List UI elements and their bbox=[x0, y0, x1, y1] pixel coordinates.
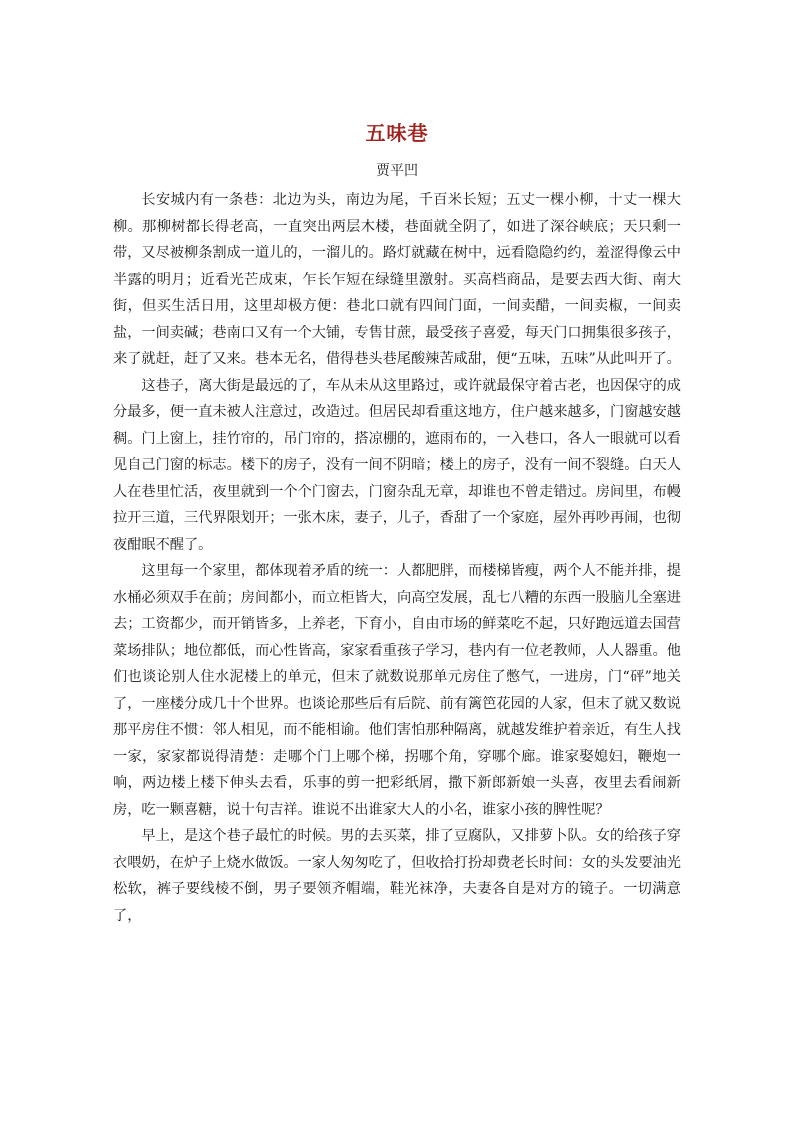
paragraph-4: 早上，是这个巷子最忙的时候。男的去买菜，排了豆腐队，又排萝卜队。女的给孩子穿衣喂奶，在炉子上烧水做饭。一家人匆匆吃了，但收拾打扮却费老长时间：女的头发要油光松软，裤子要线棱不倒，男子要领齐帽端，鞋光袜净，夫妻各自是对方的镜子。一切满意了， bbox=[113, 828, 681, 924]
author-name: 贾平凹 bbox=[376, 163, 418, 179]
article-title: 五味巷 bbox=[365, 121, 429, 145]
paragraph-2: 这巷子，离大街是最远的了，车从未从这里路过，或许就最保守着古老，也因保守的成分最多，便一直未被人注意过，改造过。但居民却看重这地方，住户越来越多，门窗越安越稠。门上窗上，挂竹帘的，吊门帘的，搭凉棚的，遮雨布的，一入巷口，各人一眼就可以看见自己门窗的标志。楼下的房子，没有一间不阴暗；楼上的房子，没有一间不裂缝。白天人人在巷里忙活，夜里就到一个个门窗去，门窗杂乱无章，却谁也不曾走错过。房间里，布幔拉开三道，三代界限划开；一张木床，妻子，儿子，香甜了一个家庭，屋外再吵再闹，也彻夜酣眠不醒了。 bbox=[113, 377, 681, 553]
paragraph-1: 长安城内有一条巷：北边为头，南边为尾，千百米长短；五丈一棵小柳，十丈一棵大柳。那柳树都长得老高，一直突出两层木楼，巷面就全阴了，如进了深谷峡底；天只剩一带，又尽被柳条割成一道儿的，一溜儿的。路灯就藏在树中，远看隐隐约约，羞涩得像云中半露的明月；近看光芒成束，乍长乍短在绿缝里激射。买高档商品，是要去西大街、南大街，但买生活日用，这里却极方便：巷北口就有四间门面，一间卖醋，一间卖椒，一间卖盐，一间卖碱；巷南口又有一个大铺，专售甘蔗，最受孩子喜爱，每天门口拥集很多孩子，来了就赶，赶了又来。巷本无名，借得巷头巷尾酸辣苦咸甜，便“五味，五味”从此叫开了。 bbox=[113, 192, 681, 367]
paragraph-3: 这里每一个家里，都体现着矛盾的统一：人都肥胖，而楼梯皆瘦，两个人不能并排，提水桶必须双手在前；房间都小，而立柜皆大，向高空发展，乱七八糟的东西一股脑儿全塞进去；工资都少，而开销皆多，上养老，下育小，自由市场的鲜菜吃不起，只好跑远道去国营菜场排队；地位都低，而心性皆高，家家看重孩子学习，巷内有一位老教师，人人器重。他们也谈论别人住水泥楼上的单元，但末了就数说那单元房住了憋气，一进房，门“砰”地关了，一座楼分成几十个世界。也谈论那些后有后院、前有篱笆花园的人家，但末了就又数说那平房住不惯：邻人相见，而不能相谕。他们害怕那种隔离，就越发维护着亲近，有生人找一家，家家都说得清楚：走哪个门上哪个梯，拐哪个角，穿哪个廊。谁家娶媳妇，鞭炮一响，两边楼上楼下伸头去看，乐事的剪一把彩纸屑，撒下新郎新娘一头喜，夜里去看闹新房，吃一颗喜糖，说十句吉祥。谁说不出谁家大人的小名，谁家小孩的脾性呢？ bbox=[113, 563, 681, 818]
document-page bbox=[113, 118, 681, 929]
